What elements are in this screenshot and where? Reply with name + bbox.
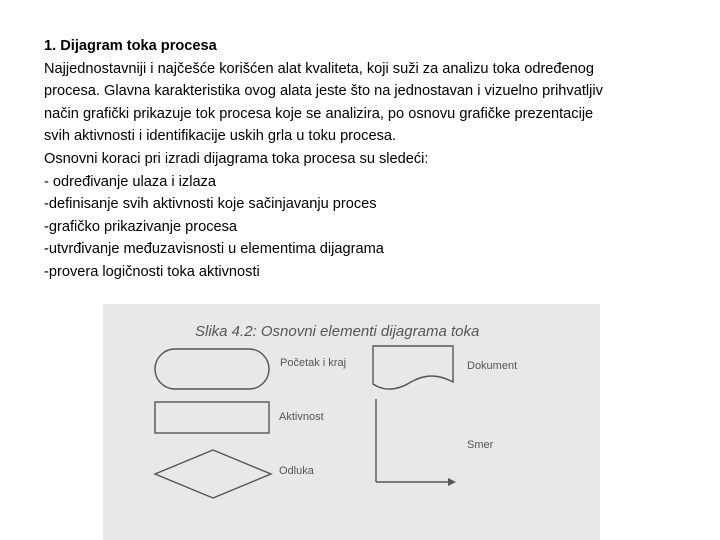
step-item-1: - određivanje ulaza i izlaza [44, 173, 216, 190]
document-shape [373, 346, 453, 389]
direction-label: Smer [467, 439, 494, 451]
activity-label: Aktivnost [279, 411, 324, 423]
decision-label: Odluka [279, 465, 314, 477]
figure-drawing [103, 304, 600, 540]
document-label: Dokument [467, 360, 518, 372]
step-item-4: -utvrđivanje međuzavisnosti u elementima dijagrama [44, 241, 384, 258]
figure-caption: Slika 4.2: Osnovni elementi dijagrama toka [195, 323, 480, 340]
section-heading: 1. Dijagram toka procesa [44, 38, 217, 54]
activity-shape [155, 402, 269, 433]
body-line-3: način grafički prikazuje tok procesa koje se analizira, po osnovu grafičke prezentacije [44, 105, 594, 122]
step-item-3: -grafičko prikazivanje procesa [44, 218, 238, 235]
start-end-shape [155, 349, 269, 389]
document-body [44, 35, 684, 284]
steps-intro: Osnovni koraci pri izradi dijagrama toka procesa su sledeći: [44, 150, 429, 167]
body-line-2: procesa. Glavna karakteristika ovog alata jeste što na jednostavan i vizuelno prihvatljiv [44, 83, 603, 100]
body-line-1: Najjednostavniji i najčešće korišćen alat kvaliteta, koji suži za analizu toka određenog [44, 60, 595, 77]
direction-arrowhead-icon [448, 478, 456, 486]
body-line-4: svih aktivnosti i identifikacije uskih grla u toku procesa. [44, 128, 397, 145]
decision-shape [155, 450, 271, 498]
start-end-label: Početak i kraj [280, 357, 347, 369]
step-item-2: -definisanje svih aktivnosti koje sačinjavanju proces [44, 196, 377, 213]
step-item-5: -provera logičnosti toka aktivnosti [44, 263, 260, 280]
flowchart-elements-figure [103, 304, 600, 540]
